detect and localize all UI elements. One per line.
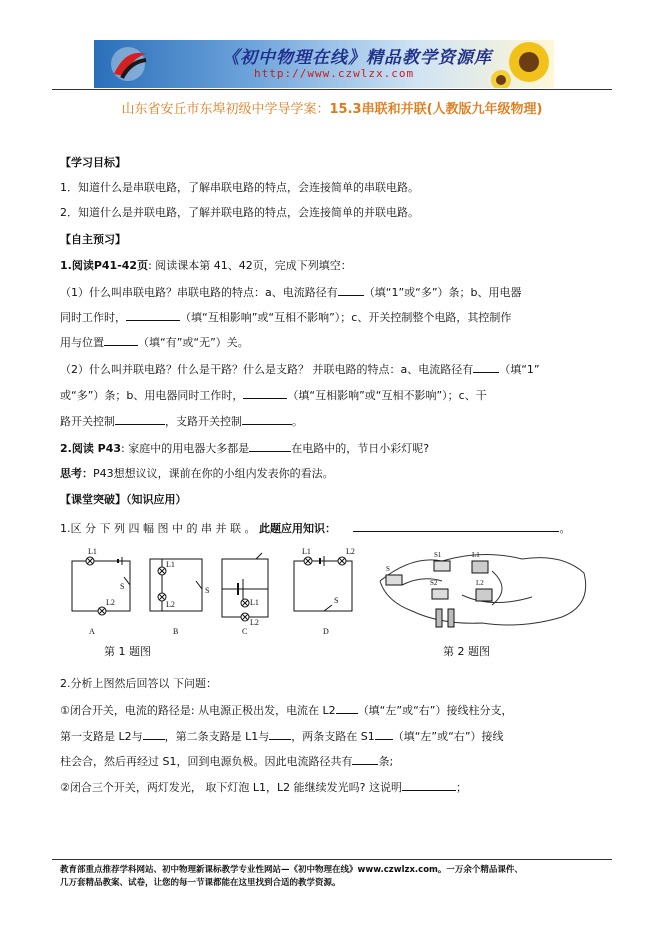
label-b: B [173, 627, 179, 636]
answer-blank[interactable] [402, 780, 456, 791]
answer-blank[interactable] [352, 754, 378, 765]
answer-blank[interactable] [126, 310, 180, 321]
q1-line-1 [60, 285, 522, 300]
label-l2: L2 [250, 618, 259, 627]
label-l1: L1 [88, 547, 97, 556]
goal-2: 2．知道什么是并联电路，了解并联电路的特点，会连接简单的并联电路。 [60, 206, 419, 219]
q2-line-2b: （填“互相影响”或“互相不影响”）；c、干 [287, 389, 487, 402]
answer-blank[interactable] [473, 362, 499, 373]
label-l2: L2 [346, 547, 355, 556]
a2-line-1 [60, 780, 467, 795]
label-s: S [120, 582, 125, 591]
read2-text-a: : 家庭中的用电器大多都是 [121, 442, 250, 455]
circuit-d-wire [294, 561, 352, 611]
a1-line-2a: 第一支路是 L2与 [60, 730, 143, 743]
footer-rule [52, 859, 612, 860]
lamp-l2-icon [476, 589, 492, 601]
q2-line-3b: ，支路开关控制 [165, 415, 242, 428]
sunflower-icon [489, 40, 554, 88]
q1-line-3 [60, 335, 249, 350]
a1-line-3b: 条; [378, 755, 394, 768]
read2-line [60, 441, 429, 456]
ex1-line [60, 521, 570, 536]
label-l2: L2 [106, 598, 115, 607]
think-label: 思考： [60, 467, 93, 480]
q2-line-3a: 路开关控制 [60, 415, 115, 428]
ex1-knowledge-label: 此题应用知识： [258, 522, 336, 535]
q1-line-2b: （填“互相影响”或“互相不影响”）；c、开关控制整个电路，其控制作 [180, 311, 512, 324]
a1-line-1b: （填“左”或“右”）接线柱分支， [357, 704, 513, 717]
read1-text: : 阅读课本第 41、42页，完成下列填空： [148, 259, 352, 272]
q2-line-3 [60, 414, 303, 429]
header-banner [94, 40, 554, 88]
a1-line-3a: 柱会合，然后再经过 S1，回到电源负极。因此电流路径共有 [60, 755, 353, 768]
switch-icon [256, 553, 262, 559]
answer-blank[interactable] [338, 285, 364, 296]
footer-line-2: 几万套精品教案、试卷，让您的每一节课都能在这里找到合适的教学资源。 [60, 878, 341, 888]
read2-label: 2.阅读 P43 [60, 442, 122, 455]
preview-heading: 【自主预习】 [60, 233, 126, 246]
answer-blank[interactable] [104, 335, 138, 346]
a1-line-1 [60, 703, 512, 718]
label-l1: L1 [166, 560, 175, 569]
answer-blank[interactable] [269, 729, 291, 740]
switch-icon [196, 581, 202, 589]
label-s1: S1 [434, 551, 442, 559]
q2-line-2 [60, 388, 487, 403]
switch-s2-icon [432, 589, 448, 599]
figure-1-circuits [62, 545, 372, 637]
ex2-text: 2.分析上图然后回答以 下问题： [60, 677, 217, 690]
answer-blank[interactable] [143, 729, 165, 740]
a1-line-2d: （填“左”或“右”）接线 [392, 730, 504, 743]
q2-line-1 [60, 362, 540, 377]
think-line [60, 467, 334, 481]
label-l1: L1 [302, 547, 311, 556]
q1-line-3b: （填“有”或“无”）关。 [138, 336, 249, 349]
label-s: S [205, 586, 210, 595]
answer-blank[interactable] [115, 414, 165, 425]
class-heading: 【课堂突破】（知识应用） [60, 493, 187, 506]
figure-2-circuit [372, 545, 596, 637]
think-text: P43想想议议，课前在你的小组内发表你的看法。 [93, 467, 334, 480]
switch-s1-icon [434, 561, 450, 571]
q1-line-3a: 用与位置 [60, 336, 104, 349]
label-d: D [323, 627, 329, 636]
q1-line-2a: 同时工作时， [60, 311, 126, 324]
a2-line-1a: ②闭合三个开关，两灯发光， 取下灯泡 L1，L2 能继续发光吗? 这说明 [60, 781, 402, 794]
goal-1: 1．知道什么是串联电路，了解串联电路的特点，会连接简单的串联电路。 [60, 181, 419, 194]
site-logo-icon [108, 44, 152, 84]
read2-text-b: 在电路中的，节日小彩灯呢? [291, 442, 430, 455]
q1-line-1b: （填“1”或“多”）条；b、用电器 [363, 286, 522, 299]
q2-line-1b: （填“1” [499, 363, 540, 376]
label-s2: S2 [430, 579, 438, 587]
battery-icon [448, 609, 454, 627]
document-title-school: 山东省安丘市东埠初级中学导学案： [121, 102, 330, 117]
ex1-text: 1.区 分 下 列 四 幅 图 中 的 串 并 联 。 [60, 522, 256, 535]
answer-blank[interactable] [249, 441, 291, 452]
a2-line-1b: ； [455, 781, 467, 794]
label-s: S [386, 565, 390, 573]
goals-heading: 【学习目标】 [60, 156, 126, 169]
banner-url[interactable]: http://www.czwlzx.com [254, 67, 415, 80]
switch-icon [324, 605, 332, 611]
a1-line-2b: ，第二条支路是 L1与 [164, 730, 270, 743]
banner-title: 《初中物理在线》精品教学资源库 [222, 48, 492, 68]
document-title-lesson: 15.3串联和并联(人教版九年级物理) [329, 102, 543, 117]
switch-icon [124, 577, 130, 585]
a1-line-2c: ，两条支路在 S1 [291, 730, 375, 743]
label-l1: L1 [472, 551, 480, 559]
figure-2-caption: 第 2 题图 [443, 645, 490, 658]
answer-blank[interactable] [336, 703, 358, 714]
header-rule [52, 89, 612, 90]
circuit-c-wire [222, 559, 268, 617]
label-l2: L2 [476, 579, 484, 587]
switch-s-icon [386, 575, 402, 585]
label-s: S [334, 596, 339, 605]
answer-blank[interactable] [242, 414, 292, 425]
read1-label: 1.阅读P41-42页 [60, 259, 149, 272]
q2-line-1a: （2）什么叫并联电路？什么是干路？什么是支路？ 并联电路的特点：a、电流路径有 [60, 363, 474, 376]
answer-blank[interactable] [375, 729, 393, 740]
read1-line [60, 259, 352, 273]
label-c: C [242, 627, 248, 636]
a1-line-2 [60, 729, 504, 744]
figure-1-caption: 第 1 题图 [104, 645, 151, 658]
label-l1: L1 [250, 598, 259, 607]
answer-blank[interactable] [353, 521, 559, 532]
label-a: A [89, 627, 95, 636]
lamp-l1-icon [472, 561, 488, 573]
circuit-b-wire [150, 559, 202, 611]
a1-line-3 [60, 754, 393, 769]
q2-line-3c: 。 [292, 415, 303, 428]
label-l2: L2 [166, 600, 175, 609]
battery-icon [436, 609, 442, 627]
a1-line-1a: ①闭合开关，电流的路径是: 从电源正极出发，电流在 L2 [60, 704, 336, 717]
footer-line-1: 教育部重点推荐学科网站、初中物理新课标教学专业性网站—《初中物理在线》www.czwlzx.com。一万余个精品课件、 [60, 865, 523, 875]
q1-line-1a: （1）什么叫串联电路？串联电路的特点：a、电流路径有 [60, 286, 338, 299]
q1-line-2 [60, 310, 511, 325]
document-title [52, 98, 612, 117]
ex1-end: 。 [559, 522, 571, 535]
q2-line-2a: 或“多”）条；b、用电器同时工作时， [60, 389, 244, 402]
answer-blank[interactable] [243, 388, 287, 399]
